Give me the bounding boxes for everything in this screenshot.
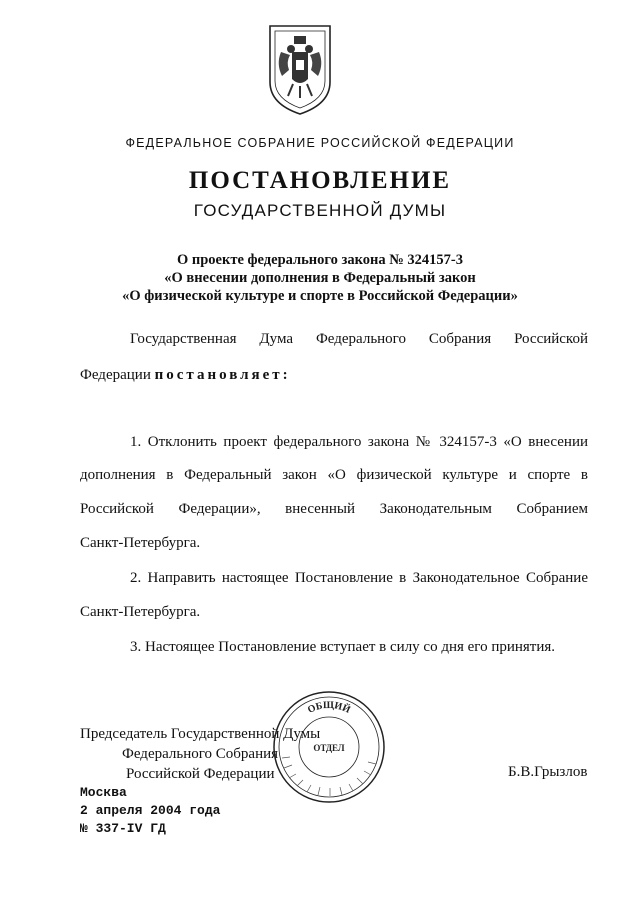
item3-line: 3. Настоящее Постановление вступает в силу со дня его принятия. bbox=[130, 639, 556, 655]
signatory-name: Б.В.Грызлов bbox=[508, 764, 588, 780]
subject-line: «О физической культуре и спорте в Российской Федерации» bbox=[122, 288, 518, 304]
document-number: № 337-IV ГД bbox=[80, 821, 166, 836]
preamble-line bbox=[80, 367, 291, 384]
coat-of-arms-emblem bbox=[267, 24, 333, 116]
svg-text:ОБЩИЙ bbox=[306, 700, 352, 716]
issuer-subtitle: ГОСУДАРСТВЕННОЙ ДУМЫ bbox=[193, 201, 447, 220]
item1-line: дополнения в Федеральный закон «О физической культуре и спорте в bbox=[80, 467, 588, 483]
document-type-title: ПОСТАНОВЛЕНИЕ bbox=[188, 167, 452, 194]
item1-line: 1. Отклонить проект федерального закона № 324157-3 «О внесении bbox=[130, 434, 588, 450]
item2-line: Санкт-Петербурга. bbox=[80, 604, 201, 620]
official-seal-stamp bbox=[270, 688, 388, 806]
document-meta bbox=[80, 784, 220, 838]
signatory-title-line: Российской Федерации bbox=[126, 766, 275, 782]
date: 2 апреля 2004 года bbox=[80, 803, 221, 818]
document-subject bbox=[0, 251, 640, 305]
preamble-start: Федерации bbox=[80, 367, 151, 383]
organization-header: ФЕДЕРАЛЬНОЕ СОБРАНИЕ РОССИЙСКОЙ ФЕДЕРАЦИИ bbox=[125, 136, 515, 150]
item2-line: 2. Направить настоящее Постановление в Законодательное Собрание bbox=[130, 570, 588, 586]
stamp-arc-text: ОБЩИЙ bbox=[306, 699, 352, 716]
item1-line: Российской Федерации», внесенный Законодательным Собранием bbox=[80, 501, 588, 517]
subject-line: «О внесении дополнения в Федеральный закон bbox=[164, 270, 476, 286]
preamble-decree-word: постановляет: bbox=[154, 367, 291, 383]
preamble-line: Государственная Дума Федерального Собрания Российской bbox=[130, 331, 588, 347]
signatory-title-line: Федерального Собрания bbox=[122, 746, 279, 762]
signatory-title-line: Председатель Государственной Думы bbox=[80, 726, 321, 742]
stamp-center-text: ОТДЕЛ bbox=[313, 743, 345, 753]
city: Москва bbox=[80, 785, 127, 800]
item1-line: Санкт-Петербурга. bbox=[80, 535, 201, 551]
subject-line: О проекте федерального закона № 324157-3 bbox=[176, 252, 464, 268]
